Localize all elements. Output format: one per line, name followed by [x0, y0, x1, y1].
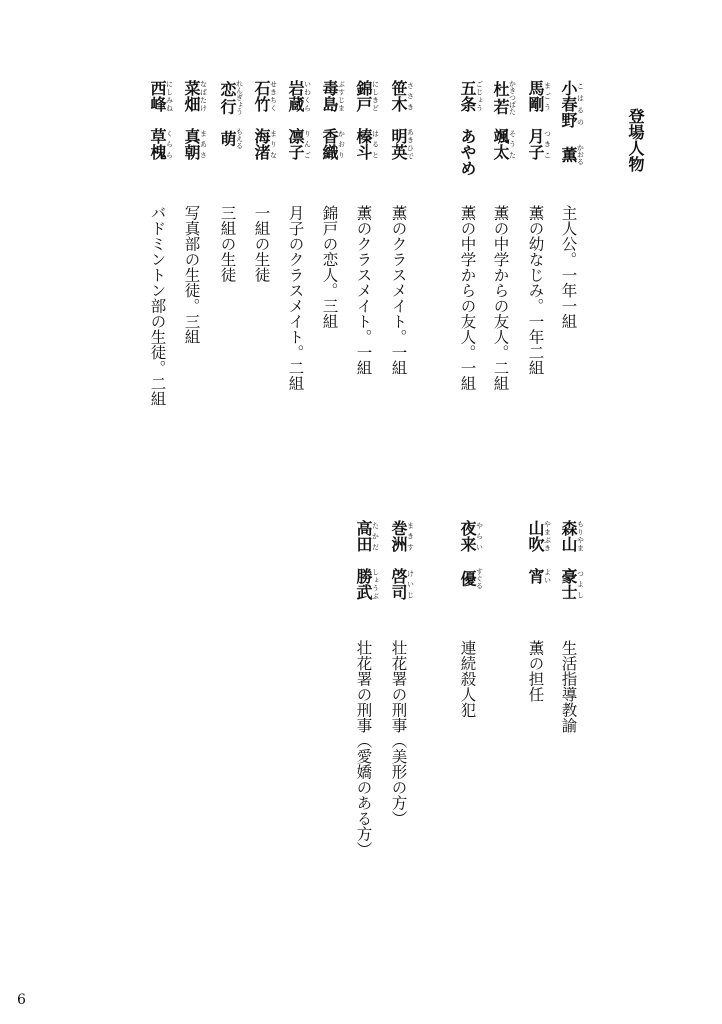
given-name-reading: つよし	[576, 568, 585, 600]
family-name-text: 岩蔵	[286, 80, 305, 112]
family-name-reading: まごう	[543, 80, 552, 112]
given-name-text: 榛斗	[354, 128, 373, 160]
given-name-text: 啓司	[389, 568, 408, 600]
given-name-text: 草槐	[148, 128, 167, 160]
family-name	[355, 520, 380, 552]
given-name-text: 勝武	[354, 568, 373, 600]
given-name-reading: しょうぶ	[371, 568, 380, 600]
family-name-text: 毒島	[320, 80, 339, 112]
character-description: バドミントン部の生徒。二組	[148, 205, 167, 407]
given-name-text: 豪士	[559, 568, 578, 600]
given-name-reading: まりな	[269, 128, 278, 160]
family-name-text: 恋行	[218, 80, 237, 115]
given-name	[390, 568, 415, 600]
family-name-reading: れんぎょう	[235, 80, 244, 115]
given-name-reading: りんご	[303, 128, 312, 160]
family-name-text: 五条	[458, 80, 477, 112]
given-name-reading: くらら	[165, 128, 174, 160]
character-description: 主人公。一年一組	[559, 205, 578, 329]
given-name-reading: まあさ	[199, 128, 208, 160]
given-name-reading: すぐる	[475, 568, 484, 589]
given-name-text: 明英	[389, 128, 408, 160]
family-name-text: 錦戸	[354, 80, 373, 112]
family-name	[527, 520, 552, 552]
character-description: 月子のクラスメイト。二組	[286, 205, 305, 391]
family-name-text: 小春野	[559, 80, 578, 128]
character-description: 三組の生徒	[218, 205, 237, 283]
family-name	[390, 520, 415, 552]
given-name-text: 香織	[320, 128, 339, 160]
given-name	[459, 568, 484, 589]
given-name-text: 優	[458, 568, 477, 589]
given-name-text: 宵	[526, 568, 545, 584]
character-description: 生活指導教諭	[559, 640, 578, 733]
given-name	[560, 568, 585, 600]
character-description: 薫の中学からの友人。二組	[491, 205, 510, 391]
character-description: 錦戸の恋人。三組	[320, 205, 339, 329]
given-name-text: 颯太	[491, 128, 510, 160]
family-name	[560, 520, 585, 552]
given-name-text: 海渚	[252, 128, 271, 160]
family-name-text: 石竹	[252, 80, 271, 112]
given-name-reading: かおる	[576, 144, 585, 165]
given-name-reading: あきひで	[406, 128, 415, 160]
family-name-reading: もりやま	[576, 520, 585, 552]
character-description: 壮花署の刑事（美形の方）	[389, 640, 408, 826]
family-name-reading: まきす	[406, 520, 415, 552]
given-name-text: 萌	[218, 128, 237, 149]
character-description: 写真部の生徒。三組	[182, 205, 201, 345]
family-name-reading: にしみね	[165, 80, 174, 112]
given-name-reading: よい	[543, 568, 552, 584]
family-name-reading: ごじょう	[475, 80, 484, 112]
character-description: 薫のクラスメイト。一組	[354, 205, 373, 376]
character-description: 薫の幼なじみ。一年二組	[526, 205, 545, 376]
given-name-reading: けいじ	[406, 568, 415, 600]
family-name-text: 山吹	[526, 520, 545, 552]
family-name-text: 杜若	[491, 80, 510, 115]
family-name-text: 夜来	[458, 520, 477, 552]
family-name-reading: たかだ	[371, 520, 380, 552]
character-description: 薫のクラスメイト。一組	[389, 205, 408, 376]
family-name-reading: やらい	[475, 520, 484, 552]
given-name-text: 凛子	[286, 128, 305, 160]
family-name-reading: ささき	[406, 80, 415, 112]
given-name-text: 薫	[559, 144, 578, 165]
character-description: 薫の中学からの友人。一組	[458, 205, 477, 391]
character-description: 連続殺人犯	[458, 640, 477, 718]
family-name-text: 笹木	[389, 80, 408, 112]
given-name-reading: そうた	[508, 128, 517, 160]
family-name-reading: いわくら	[303, 80, 312, 112]
family-name-reading: こはるの	[576, 80, 585, 128]
character-description: 薫の担任	[526, 640, 545, 702]
family-name-text: 高田	[354, 520, 373, 552]
given-name	[527, 568, 552, 584]
family-name-reading: やまぶき	[543, 520, 552, 552]
family-name	[459, 520, 484, 552]
family-name-text: 馬剛	[526, 80, 545, 112]
family-name-reading: なばたけ	[199, 80, 208, 112]
given-name-text: 月子	[526, 128, 545, 160]
given-name	[355, 568, 380, 600]
character-description: 壮花署の刑事（愛嬌のある方）	[354, 640, 373, 857]
family-name-reading: せきちく	[269, 80, 278, 112]
given-name-text: あやめ	[458, 128, 477, 176]
family-name-reading: ぶすじま	[337, 80, 346, 112]
family-name-reading: かきつばた	[508, 80, 517, 115]
page-number: 6	[17, 992, 26, 1008]
family-name-text: 西峰	[148, 80, 167, 112]
given-name-reading: つきこ	[543, 128, 552, 160]
given-name-reading: かおり	[337, 128, 346, 160]
family-name-text: 巻洲	[389, 520, 408, 552]
given-name-text: 真朝	[182, 128, 201, 160]
family-name-text: 森山	[559, 520, 578, 552]
given-name-reading: もえる	[235, 128, 244, 149]
page-title: 登場人物	[626, 108, 645, 172]
family-name-text: 菜畑	[182, 80, 201, 112]
character-description: 一組の生徒	[252, 205, 271, 283]
family-name-reading: にしきど	[371, 80, 380, 112]
given-name-reading: はると	[371, 128, 380, 160]
